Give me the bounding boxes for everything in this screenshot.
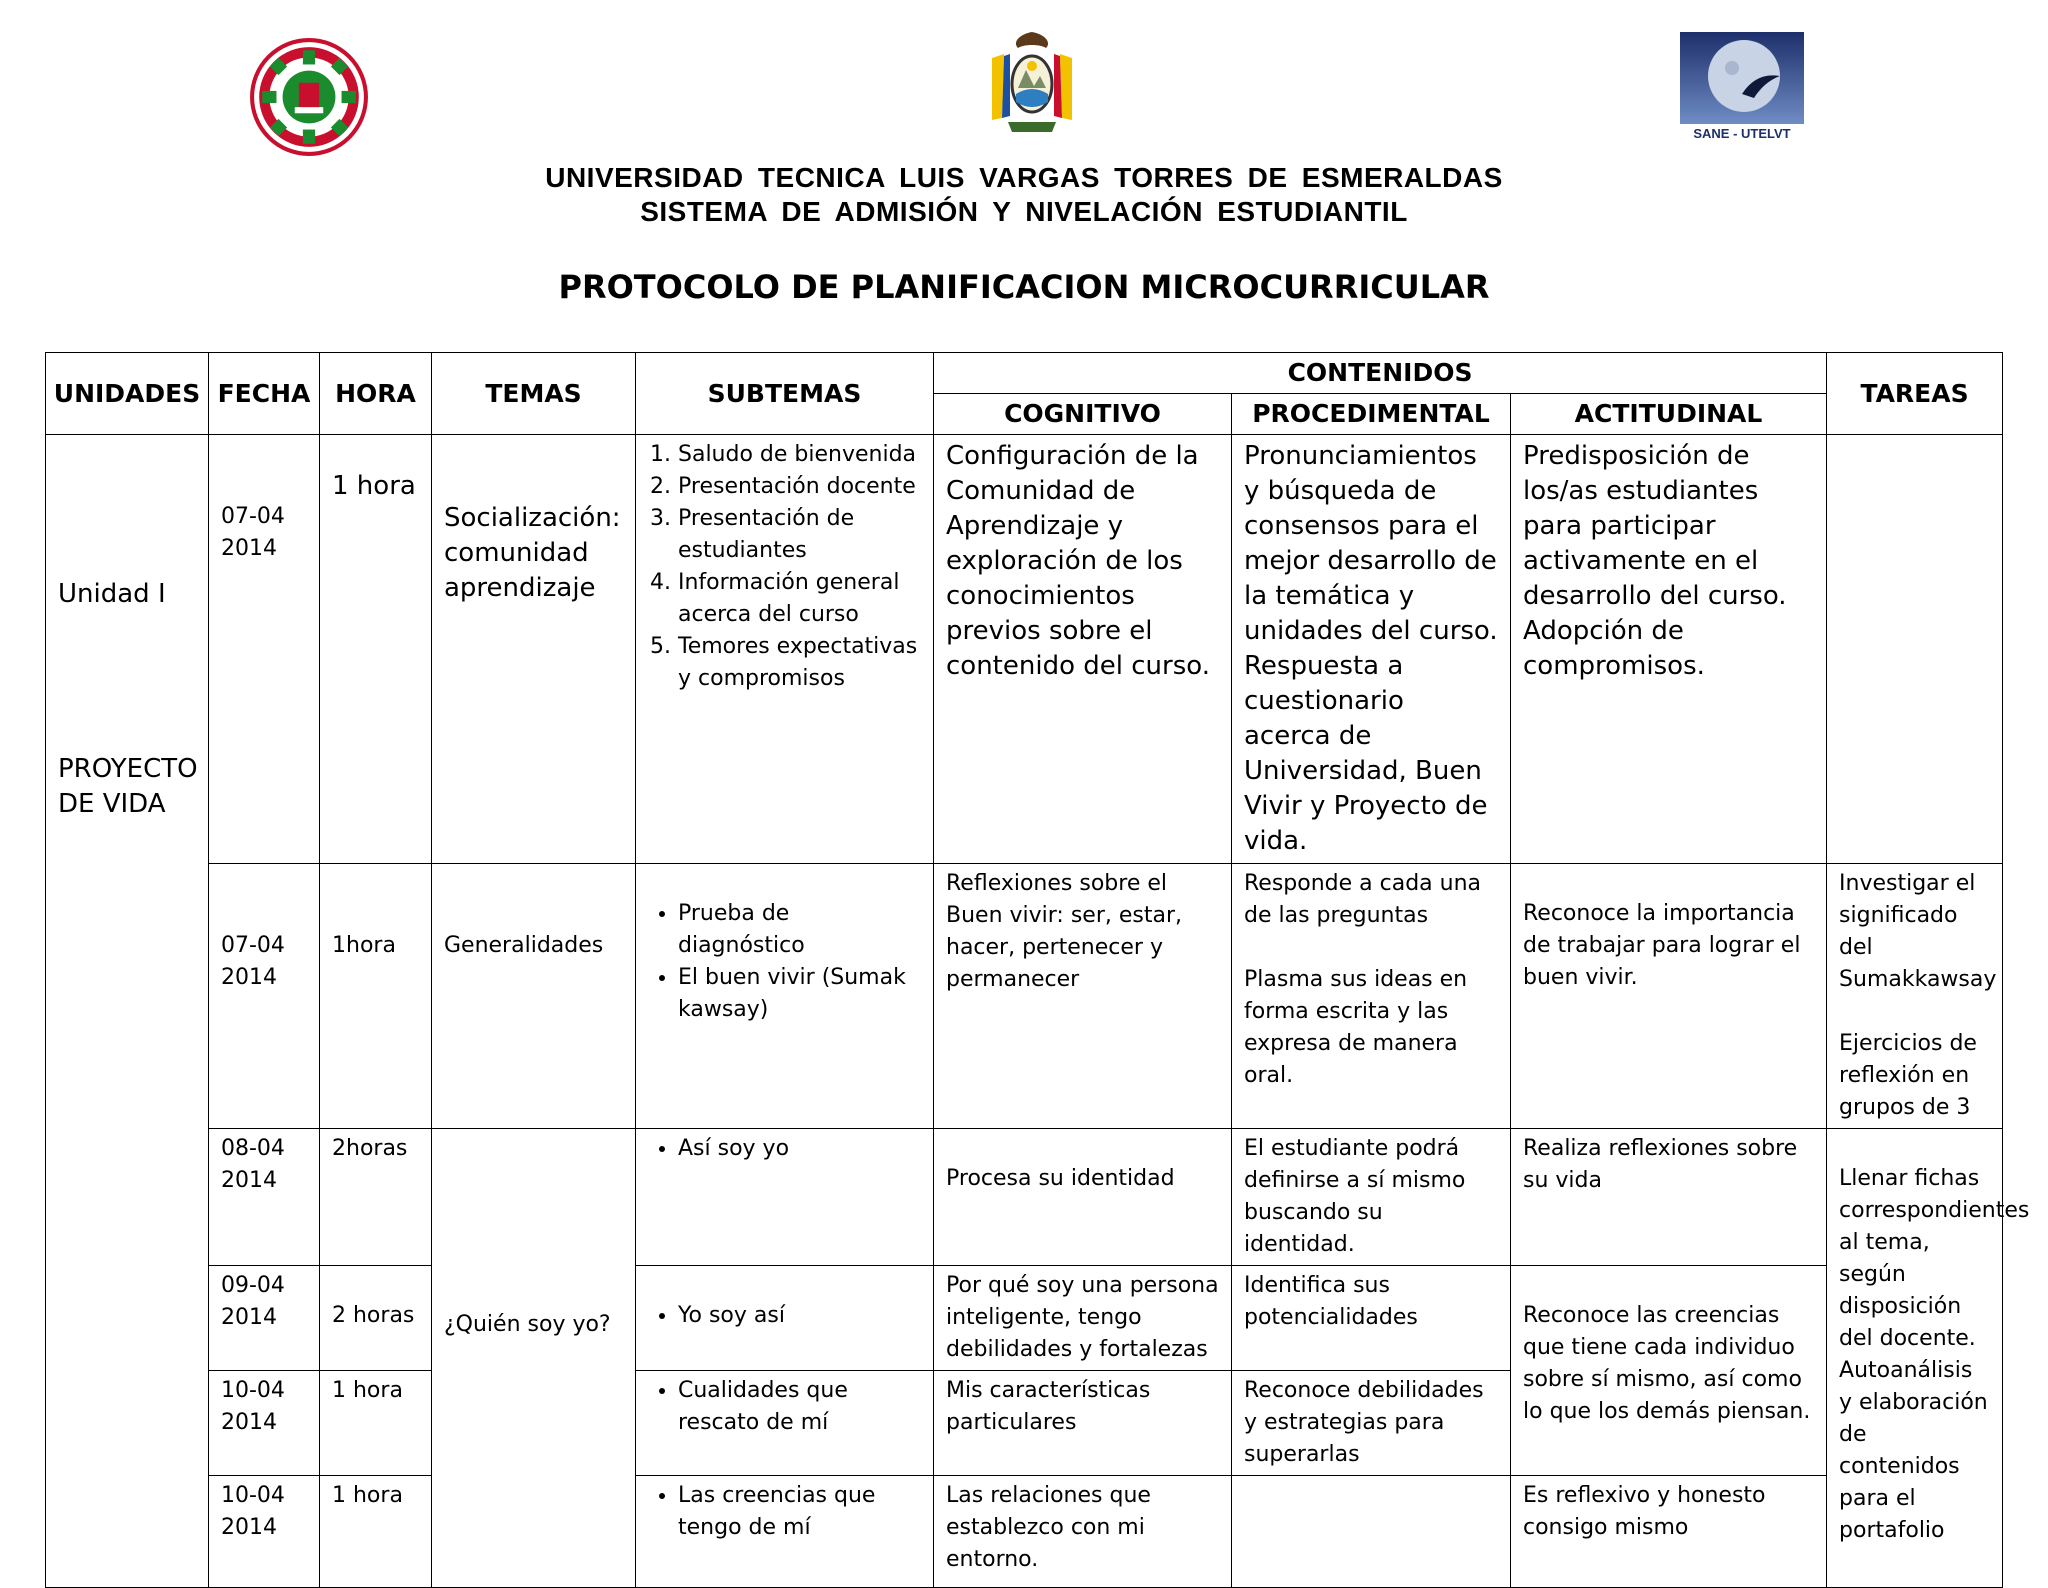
header-contenidos: CONTENIDOS bbox=[934, 353, 1827, 394]
tema-cell: Socialización: comunidad aprendizaje bbox=[432, 435, 636, 864]
table-row bbox=[46, 1266, 2003, 1371]
list-item: 3. Presentación de estudiantes bbox=[678, 503, 921, 567]
subtemas-cell bbox=[636, 1129, 934, 1266]
unidad-label: Unidad I bbox=[58, 579, 166, 609]
table-row bbox=[46, 1476, 2003, 1588]
unidad-cell bbox=[46, 435, 209, 1588]
actitudinal-text: Predisposición de los/as estudiantes para participar activamente en el desarrollo del curso. bbox=[1523, 441, 1787, 611]
university-seal-logo bbox=[248, 36, 370, 158]
procedimental-cell bbox=[1232, 864, 1511, 1129]
hora-cell: 1 hora bbox=[320, 1371, 432, 1476]
procedimental-cell: El estudiante podrá definirse a sí mismo buscando su identidad. bbox=[1232, 1129, 1511, 1266]
header-procedimental: PROCEDIMENTAL bbox=[1232, 394, 1511, 435]
planning-table bbox=[45, 352, 2030, 1588]
table-row bbox=[46, 1129, 2003, 1266]
procedimental-text: Responde a cada una de las preguntas bbox=[1244, 871, 1482, 928]
document-title: PROTOCOLO DE PLANIFICACION MICROCURRICULAR bbox=[558, 268, 1490, 306]
fecha-cell: 07-04 2014 bbox=[209, 864, 320, 1129]
procedimental-cell: Pronunciamientos y búsqueda de consensos para el mejor desarrollo de la temática y unidades del curso. Respuesta a cuestionario acerca de Universidad, Buen Vivir y Proyecto de vida. bbox=[1232, 435, 1511, 864]
header-cognitivo: COGNITIVO bbox=[934, 394, 1232, 435]
list-item: 1. Saludo de bienvenida bbox=[678, 439, 921, 471]
procedimental-cell: Reconoce debilidades y estrategias para superarlas bbox=[1232, 1371, 1511, 1476]
list-item: 4. Información general acerca del curso bbox=[678, 567, 921, 631]
list-item: • El buen vivir (Sumak kawsay) bbox=[678, 962, 921, 1026]
table-row bbox=[46, 864, 2003, 1129]
subtemas-cell bbox=[636, 1476, 934, 1588]
actitudinal-cell: Realiza reflexiones sobre su vida bbox=[1511, 1129, 1827, 1266]
list-item: • Yo soy así bbox=[678, 1300, 921, 1332]
hora-cell: 1 hora bbox=[320, 435, 432, 864]
header-tareas: TAREAS bbox=[1827, 353, 2003, 435]
fecha-cell: 10-04 2014 bbox=[209, 1476, 320, 1588]
actitudinal-cell: Es reflexivo y honesto consigo mismo bbox=[1511, 1476, 1827, 1588]
fecha-cell: 10-04 2014 bbox=[209, 1371, 320, 1476]
tareas-text: Ejercicios de reflexión en grupos de 3 bbox=[1839, 1031, 1977, 1120]
actitudinal-cell bbox=[1511, 435, 1827, 864]
tareas-text: Investigar el significado del Sumakkawsay bbox=[1839, 871, 1997, 992]
university-name: UNIVERSIDAD TECNICA LUIS VARGAS TORRES DE ESMERALDAS bbox=[545, 162, 1503, 193]
fecha-cell: 08-04 2014 bbox=[209, 1129, 320, 1266]
actitudinal-cell: Reconoce las creencias que tiene cada individuo sobre sí mismo, así como lo que los demás piensan. bbox=[1511, 1266, 1827, 1476]
actitudinal-text: Adopción de compromisos. bbox=[1523, 616, 1705, 681]
tareas-cell bbox=[1827, 435, 2003, 864]
tema-cell: ¿Quién soy yo? bbox=[432, 1129, 636, 1588]
cognitivo-cell: Configuración de la Comunidad de Aprendizaje y exploración de los conocimientos previos sobre el contenido del curso. bbox=[934, 435, 1232, 864]
procedimental-cell: Identifica sus potencialidades bbox=[1232, 1266, 1511, 1371]
header-actitudinal: ACTITUDINAL bbox=[1511, 394, 1827, 435]
subtemas-cell bbox=[636, 1266, 934, 1371]
table-row bbox=[46, 435, 2003, 864]
hora-cell: 2 horas bbox=[320, 1266, 432, 1371]
cognitivo-cell: Reflexiones sobre el Buen vivir: ser, estar, hacer, pertenecer y permanecer bbox=[934, 864, 1232, 1129]
list-item: 2. Presentación docente bbox=[678, 471, 921, 503]
list-item: • Prueba de diagnóstico bbox=[678, 898, 921, 962]
sane-utelvt-logo bbox=[1680, 32, 1804, 144]
header-subtemas: SUBTEMAS bbox=[636, 353, 934, 435]
unidad-project-label: PROYECTO DE VIDA bbox=[58, 754, 198, 819]
actitudinal-cell: Reconoce la importancia de trabajar para lograr el buen vivir. bbox=[1511, 864, 1827, 1129]
list-item: • Así soy yo bbox=[678, 1133, 921, 1165]
subtemas-cell bbox=[636, 435, 934, 864]
hora-cell: 1hora bbox=[320, 864, 432, 1129]
header-hora: HORA bbox=[320, 353, 432, 435]
subtemas-cell bbox=[636, 864, 934, 1129]
admission-system-name: SISTEMA DE ADMISIÓN Y NIVELACIÓN ESTUDIANTIL bbox=[640, 196, 1408, 227]
ecuador-coat-of-arms-logo bbox=[982, 28, 1082, 140]
cognitivo-cell: Las relaciones que establezco con mi entorno. bbox=[934, 1476, 1232, 1588]
fecha-cell: 07-04 2014 bbox=[209, 435, 320, 864]
list-item: • Las creencias que tengo de mí bbox=[678, 1480, 921, 1544]
tema-cell: Generalidades bbox=[432, 864, 636, 1129]
header-unidades: UNIDADES bbox=[46, 353, 209, 435]
hora-cell: 2horas bbox=[320, 1129, 432, 1266]
cognitivo-cell: Mis características particulares bbox=[934, 1371, 1232, 1476]
subtemas-cell bbox=[636, 1371, 934, 1476]
procedimental-cell bbox=[1232, 1476, 1511, 1588]
tareas-cell: Llenar fichas correspondientes al tema, según disposición del docente. Autoanálisis y elaboración de contenidos para el portafolio bbox=[1827, 1129, 2003, 1588]
header-fecha: FECHA bbox=[209, 353, 320, 435]
header-temas: TEMAS bbox=[432, 353, 636, 435]
list-item: 5. Temores expectativas y compromisos bbox=[678, 631, 921, 695]
hora-cell: 1 hora bbox=[320, 1476, 432, 1588]
procedimental-text: Plasma sus ideas en forma escrita y las expresa de manera oral. bbox=[1244, 967, 1468, 1088]
list-item: • Cualidades que rescato de mí bbox=[678, 1375, 921, 1439]
fecha-cell: 09-04 2014 bbox=[209, 1266, 320, 1371]
cognitivo-cell: Procesa su identidad bbox=[934, 1129, 1232, 1266]
cognitivo-cell: Por qué soy una persona inteligente, tengo debilidades y fortalezas bbox=[934, 1266, 1232, 1371]
sane-utelvt-caption: SANE - UTELVT bbox=[1693, 126, 1791, 141]
tareas-cell bbox=[1827, 864, 2003, 1129]
